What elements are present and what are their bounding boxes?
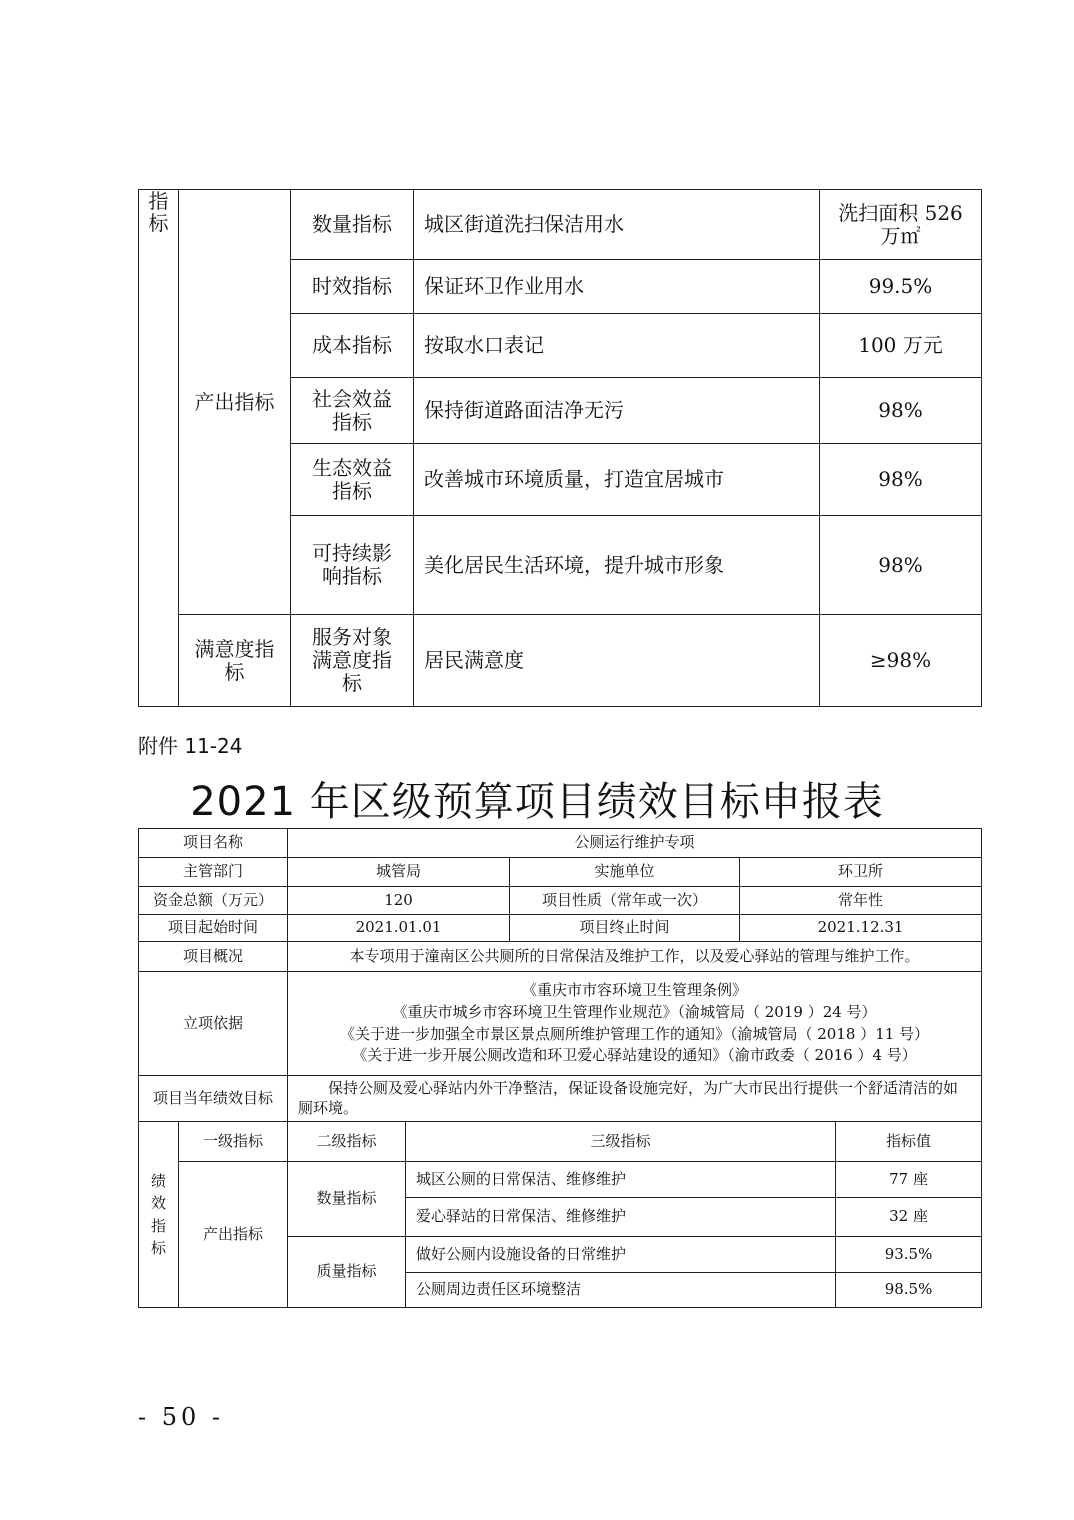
impl-unit-value: 环卫所 [740, 858, 982, 887]
indicator-level3: 公厕周边责任区环境整洁 [406, 1273, 836, 1308]
quantity-indicator-cell: 数量指标 [288, 1162, 406, 1237]
dept-value: 城管局 [288, 858, 510, 887]
basis-item: 《重庆市市容环境卫生管理条例》 [522, 981, 748, 999]
header-level1: 一级指标 [179, 1122, 288, 1162]
nature-label: 项目性质（常年或一次） [510, 887, 740, 915]
level3-cell: 美化居民生活环境，提升城市形象 [414, 516, 820, 615]
quality-indicator-cell: 质量指标 [288, 1237, 406, 1308]
value-cell: 98% [820, 444, 982, 516]
funds-label: 资金总额（万元） [139, 887, 288, 915]
perf-indicator-label [139, 1122, 179, 1308]
value-cell: 98% [820, 516, 982, 615]
header-level2: 二级指标 [288, 1122, 406, 1162]
goal-value [288, 1076, 982, 1122]
end-date-label: 项目终止时间 [510, 915, 740, 942]
value-cell: 99.5% [820, 260, 982, 314]
indicator-category-label: 指标 [148, 189, 169, 235]
level2-cell: 时效指标 [291, 260, 414, 314]
value-cell: ≥98% [820, 615, 982, 707]
basis-item: 《关于进一步加强全市景区景点厕所维护管理工作的通知》（渝城管局（ 2018 ）11 号） [339, 1024, 930, 1043]
output-indicator-cell: 产出指标 [179, 1162, 288, 1308]
indicator-level3: 城区公厕的日常保洁、维修维护 [406, 1162, 836, 1198]
indicator-category-cell [139, 190, 179, 707]
level3-cell: 按取水口表记 [414, 314, 820, 378]
output-indicator-cell: 产出指标 [179, 190, 291, 615]
satisfaction-indicator-cell: 满意度指标 [179, 615, 291, 707]
project-name-value: 公厕运行维护专项 [288, 829, 982, 858]
page-number: - 50 - [138, 1403, 225, 1431]
attachment-label: 附件 11-24 [138, 734, 243, 758]
indicator-level3: 爱心驿站的日常保洁、维修维护 [406, 1198, 836, 1237]
overview-label: 项目概况 [139, 942, 288, 972]
level2-cell: 服务对象满意度指标 [291, 615, 414, 707]
form-title: 2021 年区级预算项目绩效目标申报表 [190, 779, 884, 825]
level3-cell: 居民满意度 [414, 615, 820, 707]
nature-value: 常年性 [740, 887, 982, 915]
performance-indicator-table-continued [138, 189, 982, 707]
value-cell: 98% [820, 378, 982, 444]
start-date-label: 项目起始时间 [139, 915, 288, 942]
level2-cell: 社会效益指标 [291, 378, 414, 444]
project-name-label: 项目名称 [139, 829, 288, 858]
level3-cell: 改善城市环境质量，打造宜居城市 [414, 444, 820, 516]
level3-cell: 城区街道洗扫保洁用水 [414, 190, 820, 260]
overview-value: 本专项用于潼南区公共厕所的日常保洁及维护工作，以及爱心驿站的管理与维护工作。 [288, 942, 982, 972]
perf-indicator-text: 绩效指标 [150, 1171, 166, 1257]
level3-cell: 保证环卫作业用水 [414, 260, 820, 314]
impl-unit-label: 实施单位 [510, 858, 740, 887]
level2-cell: 成本指标 [291, 314, 414, 378]
basis-item: 《关于进一步开展公厕改造和环卫爱心驿站建设的通知》（渝市政委（ 2016 ）4 号） [352, 1046, 917, 1065]
level3-cell: 保持街道路面洁净无污 [414, 378, 820, 444]
goal-label: 项目当年绩效目标 [139, 1076, 288, 1122]
basis-label: 立项依据 [139, 972, 288, 1076]
funds-value: 120 [288, 887, 510, 915]
goal-text: 保持公厕及爱心驿站内外干净整洁，保证设备设施完好，为广大市民出行提供一个舒适清洁的如厕环境。 [298, 1079, 959, 1117]
dept-label: 主管部门 [139, 858, 288, 887]
level2-cell: 可持续影响指标 [291, 516, 414, 615]
level2-cell: 数量指标 [291, 190, 414, 260]
header-level3: 三级指标 [406, 1122, 836, 1162]
indicator-value: 93.5% [836, 1237, 982, 1273]
value-cell: 100 万元 [820, 314, 982, 378]
indicator-value: 77 座 [836, 1162, 982, 1198]
basis-list [288, 972, 982, 1076]
indicator-value: 98.5% [836, 1273, 982, 1308]
start-date-value: 2021.01.01 [288, 915, 510, 942]
level2-cell: 生态效益指标 [291, 444, 414, 516]
performance-target-form [138, 828, 982, 1308]
indicator-value: 32 座 [836, 1198, 982, 1237]
value-cell: 洗扫面积 526 万㎡ [820, 190, 982, 260]
basis-item: 《重庆市城乡市容环境卫生管理作业规范》（渝城管局（ 2019 ）24 号） [392, 1002, 877, 1021]
indicator-level3: 做好公厕内设施设备的日常维护 [406, 1237, 836, 1273]
header-value: 指标值 [836, 1122, 982, 1162]
end-date-value: 2021.12.31 [740, 915, 982, 942]
